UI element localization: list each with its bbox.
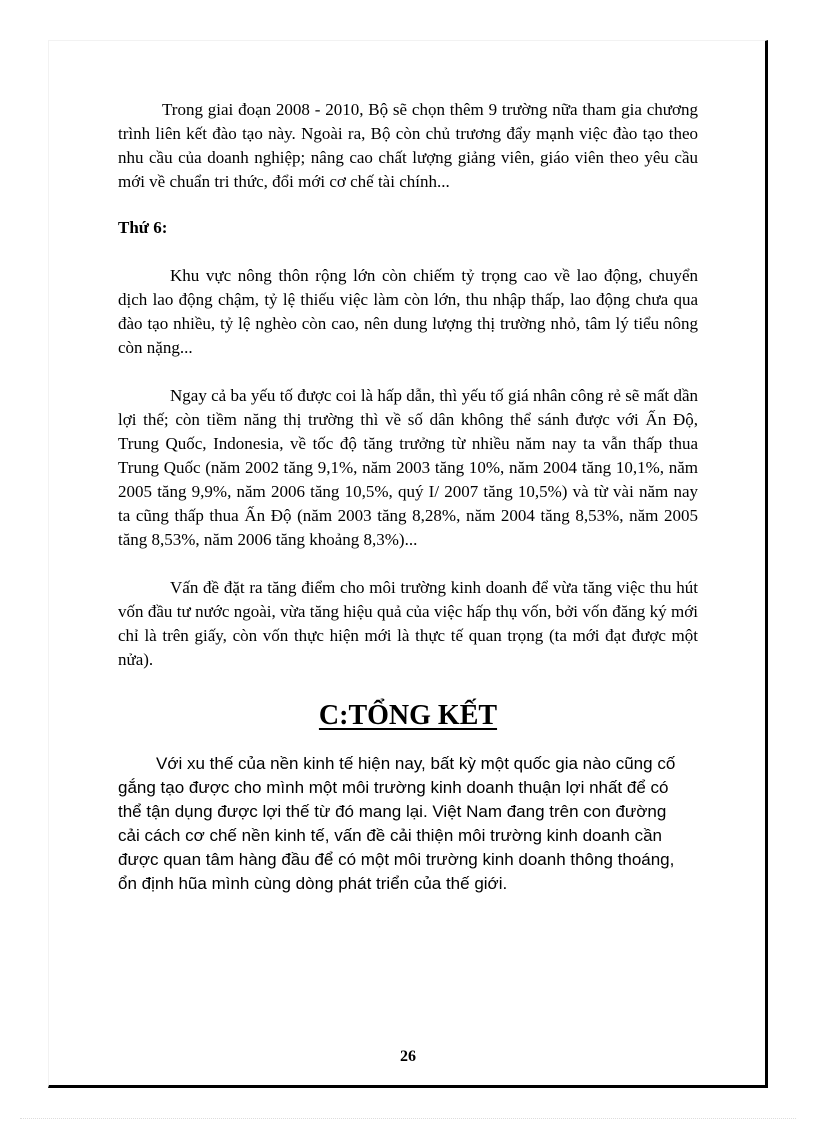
page-separator [20, 1118, 796, 1119]
paragraph-training-plan: Trong giai đoạn 2008 - 2010, Bộ sẽ chọn thêm 9 trường nữa tham gia chương trình liên kết đào tạo này. Ngoài ra, Bộ còn chủ trương đẩy mạnh việc đào tạo theo nhu cầu của doanh nghiệp; nâng cao chất lượng giảng viên, giáo viên theo yêu cầu mới về chuẩn tri thức, đổi mới cơ chế tài chính... [118, 100, 698, 191]
page-content [118, 98, 698, 896]
conclusion-heading [118, 698, 698, 734]
paragraph-conclusion: Với xu thế của nền kinh tế hiện nay, bất kỳ một quốc gia nào cũng cố gắng tạo được cho mình một môi trường kinh doanh thuận lợi nhất để có thể tận dụng được lợi thế từ đó mang lại. Việt Nam đang trên con đường cải cách cơ chế nền kinh tế, vấn đề cải thiện môi trường kinh doanh cần được quan tâm hàng đầu để có một môi trường kinh doanh thông thoáng, ổn định hũa mình cùng dòng phát triển của thế giới. [118, 754, 676, 893]
paragraph-attractive-factors: Ngay cả ba yếu tố được coi là hấp dẫn, thì yếu tố giá nhân công rẻ sẽ mất dần lợi thế; còn tiềm năng thị trường thì về số dân không thể sánh được với Ấn Độ, Trung Quốc, Indonesia, về tốc độ tăng trưởng từ nhiều năm nay ta vẫn thấp thua Trung Quốc (năm 2002 tăng 9,1%, năm 2003 tăng 10%, năm 2004 tăng 10,1%, năm 2005 tăng 9,9%, năm 2006 tăng 10,5%, quý I/ 2007 tăng 10,5%) và từ vài năm nay ta cũng thấp thua Ấn Độ (năm 2003 tăng 8,28%, năm 2004 tăng 8,53%, năm 2005 tăng 8,53%, năm 2006 tăng khoảng 8,3%)... [118, 386, 698, 549]
page-number: 26 [400, 1048, 416, 1065]
conclusion-heading-text: C:TỔNG KẾT [318, 700, 498, 731]
paragraph-rural-labor: Khu vực nông thôn rộng lớn còn chiếm tỷ trọng cao về lao động, chuyển dịch lao động chậm, tỷ lệ thiếu việc làm còn lớn, thu nhập thấp, lao động chưa qua đào tạo nhiều, tỷ lệ nghèo còn cao, nên dung lượng thị trường nhỏ, tâm lý tiểu nông còn nặng... [118, 266, 698, 357]
heading-thu-6: Thứ 6: [118, 218, 168, 237]
paragraph-business-environment: Vấn đề đặt ra tăng điểm cho môi trường kinh doanh để vừa tăng việc thu hút vốn đầu tư nước ngoài, vừa tăng hiệu quả của việc hấp thụ vốn, bởi vốn đăng ký mới chỉ là trên giấy, còn vốn thực hiện mới là thực tế quan trọng (ta mới đạt được một nửa). [118, 578, 698, 669]
